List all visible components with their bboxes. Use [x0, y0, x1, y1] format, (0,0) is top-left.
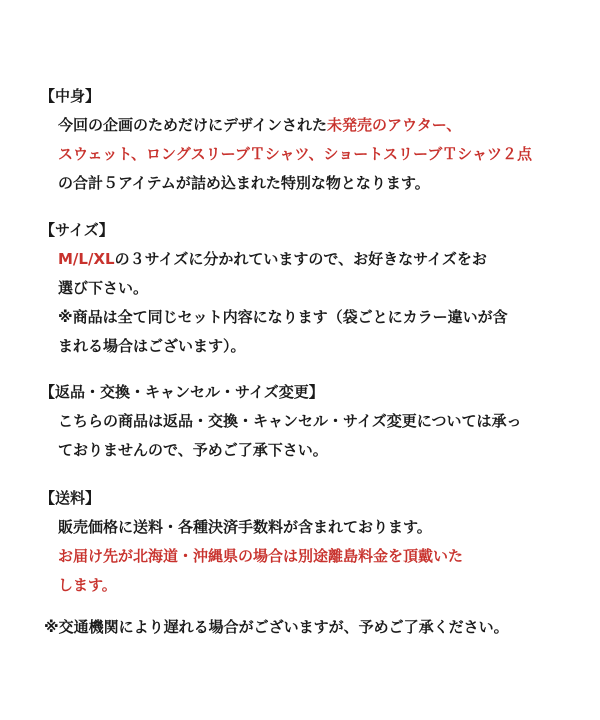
size-line-1 — [58, 249, 558, 269]
size-line-1-text: の３サイズに分かれていますので、お好きなサイズをお — [114, 250, 487, 268]
delivery-delay-note: ※交通機関により遅れる場合がございますが、予めご了承ください。 — [44, 618, 509, 636]
contents-heading: 【中身】 — [40, 87, 101, 105]
contents-highlight-outer: 未発売のアウター、 — [326, 116, 462, 134]
size-section — [40, 220, 580, 356]
size-line-2: 選び下さい。 — [58, 279, 149, 297]
shipping-section — [40, 488, 580, 595]
size-body — [58, 249, 558, 356]
returns-body — [58, 411, 558, 460]
returns-line-1: こちらの商品は返品・交換・キャンセル・サイズ変更については承っ — [58, 412, 522, 430]
contents-line-3: の合計５アイテムが詰め込まれた特別な物となります。 — [58, 174, 430, 192]
size-heading: 【サイズ】 — [40, 221, 114, 239]
shipping-line-1: 販売価格に送料・各種決済手数料が含まれております。 — [58, 518, 432, 536]
shipping-remote-fee-line-1: お届け先が北海道・沖縄県の場合は別途離島料金を頂戴いた — [58, 547, 464, 565]
shipping-remote-fee-line-2: します。 — [58, 576, 117, 594]
shipping-body — [58, 517, 558, 595]
returns-section — [40, 382, 580, 460]
shipping-heading: 【送料】 — [40, 489, 101, 507]
size-note-line-2: まれる場合はございます）。 — [58, 337, 246, 355]
size-options-highlight: M/L/XL — [58, 250, 115, 268]
contents-highlight-items: スウェット、ロングスリーブＴシャツ、ショートスリーブＴシャツ２点 — [58, 145, 533, 163]
contents-section — [40, 86, 580, 193]
size-note-line-1: ※商品は全て同じセット内容になります（袋ごとにカラー違いが含 — [58, 308, 508, 326]
contents-line-1 — [58, 115, 558, 135]
returns-line-2: ておりませんので、予めご了承下さい。 — [58, 441, 328, 459]
contents-line-1-text: 今回の企画のためだけにデザインされた — [58, 116, 327, 134]
contents-body — [58, 115, 558, 193]
returns-heading: 【返品・交換・キャンセル・サイズ変更】 — [40, 383, 324, 401]
